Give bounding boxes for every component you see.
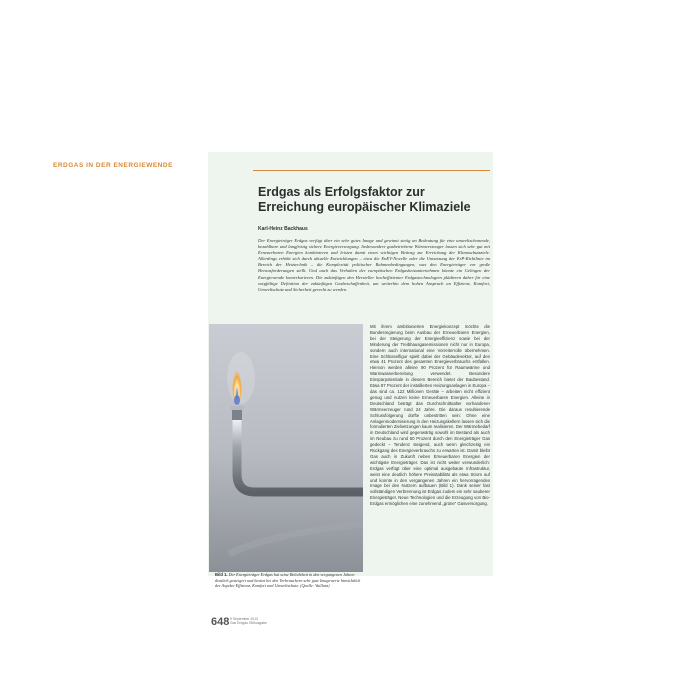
section-label: ERDGAS IN DER ENERGIEWENDE xyxy=(53,162,173,169)
caption-label: Bild 1. xyxy=(215,572,228,577)
journal-info xyxy=(230,617,267,625)
section-rule xyxy=(253,170,490,171)
journal-line-1: 9 September 2013 xyxy=(230,617,258,621)
gas-flame-photo xyxy=(209,324,363,572)
page-number: 648 xyxy=(211,616,230,628)
body-text-column xyxy=(370,324,490,507)
caption-credit: (Quelle: Vaillant) xyxy=(300,583,330,589)
caption-text: Der Energieträger Erdgas hat seine Beliebtheit in den vergangenen Jahren deutlich gesteigert und besitzt bei den Verbrauchern sehr gute Imagewerte hinsichtlich der Aspekte Effizienz, Komfort und Umweltschutz. xyxy=(215,572,361,589)
journal-line-2: Gas Erdgas 09/Ausgabe xyxy=(230,621,267,625)
article-title: Erdgas als Erfolgsfaktor zur Erreichung europäischer Klimaziele xyxy=(258,185,471,214)
body-paragraph: Mit ihrem ambitionierten Energiekonzept möchte die Bundesregierung beim Ausbau der Erneuerbaren Energien, bei der Steigerung der Energieeffizienz sowie bei der Minderung der Treibhausgasemissionen nicht nur in Europa, sondern auch international eine Vorreiterrolle übernehmen. Eine Schlüsselfigur spielt dabei der Gebäudesektor, auf den etwa 41 Prozent des gesamten Energieverbrauchs entfallen. Hiervon werden alleine 90 Prozent für Raumwärme und Warmwasserbereitung verwendet. Besondere Einsparpotentiale in diesem Bereich bietet der Baubestand. Etwa 87 Prozent der installierten Heizungsanlagen in Europa – das sind ca. 122 Millionen Geräte – arbeiten nicht effizient genug und nutzen keine Erneuerbaren Energien. Alleine in Deutschland beträgt das Durchschnittsalter vorhandener Wärmeerzeuger rund 24 Jahre. Die daraus resultierende Schlussfolgerung dürfte unbestritten sein: Ohne eine Anlagenmodernisierung in den Heizungskellern lassen sich die formulierten Zielsetzungen kaum realisieren. Der Wärmebedarf in Deutschland wird gegenwärtig sowohl im Bestand als auch im Neubau zu rund 50 Prozent durch den Energieträger Gas gedeckt – Tendenz steigend, auch wenn gleichzeitig ein Rückgang des Energieverbrauchs zu erwarten ist. Damit bleibt Gas auch in Zukunft neben Erneuerbaren Energien der wichtigste Energieträger. Das ist nicht weiter verwunderlich: Erdgas verfügt über eine optimal ausgebaute Infrastruktur, weist eine deutlich höhere Preisstabilität als etwa Strom auf und konnte in den vergangenen Jahren ein hervorragendes Image bei den Nutzern aufbauen (Bild 1). Dank seiner fast vollständigen Verbrennung ist Erdgas zudem ein sehr sauberer Energieträger. Neue Technologien und die Erzeugung von Bio-Erdgas ermöglichen eine zunehmend „grüne“ Gasversorgung. xyxy=(370,324,490,507)
figure-caption xyxy=(215,572,362,589)
article-abstract: Der Energieträger Erdgas verfügt über ein sehr gutes Image und gewinnt stetig an Bedeutung für eine umweltschonende, bezahlbare und langfristig sichere Energieversorgung. Insbesondere gasbetriebene Wärmeerzeuger lassen sich sehr gut mit Erneuerbaren Energien kombinieren und leisten damit einen wichtigen Beitrag zur Erreichung der Klimaschutzziele. Allerdings erhöht sich durch aktuelle Entwicklungen – etwa die EnEV-Novelle oder die Umsetzung der ErP-Richtlinie im Bereich der Heiztechnik – die Komplexität politischer Rahmenbedingungen, was den Energieträger vor große Herausforderungen stellt. Und auch das Verhalten der europäischen Erdgasheizunternehmen könnte ein Gelingen der Energiewende konterkarieren. Die zukünftigen den Hersteller hocheffizienter Erdgastechnologien plädieren daher für eine sorgfältige Definition der zukünftigen Gasbeschaffenheit, um weiterhin dem hohen Anspruch an Effizienz, Komfort, Umweltschutz und Sicherheit gerecht zu werden. xyxy=(258,238,490,292)
author-name: Karl-Heinz Backhaus xyxy=(258,226,308,232)
